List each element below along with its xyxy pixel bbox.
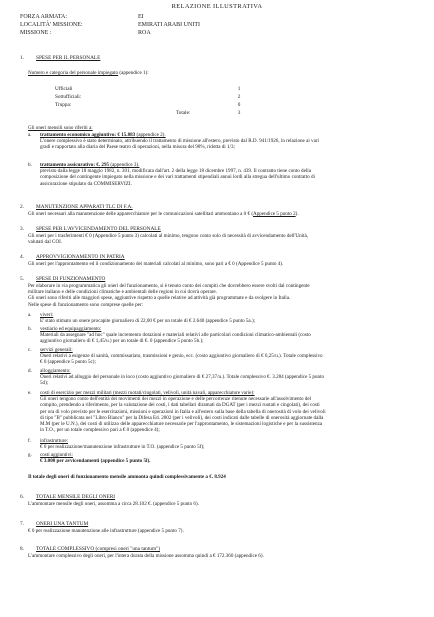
expense-item-head: servizi generali: [40, 347, 73, 353]
section-5-line: militare italiano e delle condizioni climatiche e ambientali delle regioni in cui dovrà operare. [28, 289, 217, 296]
item-letter: b. [28, 326, 32, 332]
section-2-ref: Appendice 5 punto 2 [253, 211, 296, 217]
expense-item-line: aggiuntivo giornaliero di € 1,45/u.) per un totale di €. 0 (appendice 5 punto 5b.); [40, 338, 204, 345]
section-2-text [28, 211, 422, 217]
personnel-total-value: 3 [237, 110, 241, 116]
personnel-intro-ref: (appendice 1): [118, 70, 149, 76]
section-5-line: Per elaborare in via programmatica gli oneri del funzionamento, si è tenuto conto dei compiti che dovrebbero essere svolti dal contingente [28, 283, 310, 289]
section-title: SPESE DI FUNZIONAMENTO [36, 276, 106, 282]
item-letter: d. [28, 368, 32, 374]
section-number: 1. [20, 55, 24, 61]
personnel-label: Sottufficiali: [55, 94, 82, 100]
item-letter: b. [28, 162, 32, 168]
section-title: SPESE PER IL PERSONALE [36, 55, 101, 61]
header-forza [20, 14, 144, 22]
expense-item-line: Oneri relativi a esigenze di sanità, commissariato, trasmissioni e genio, ecc. (costo aggiuntivo giornaliero di € 6,25/u.). Totale complessivo [40, 353, 323, 360]
expense-item-line: Gli oneri tengono conto dell'entità dei movimenti dei mezzi in operazione e delle percorrenze ritenute necessarie all'assolvimento del [40, 396, 311, 403]
expense-item-line: E' stato stimato un onere procapite giornaliero di 22,00 € per un totale di € 2.640 (appendice 5 punto 5a.); [40, 318, 256, 325]
treatment-insurance-line: previsto dalla legge 18 maggio 1982, n. 301, modificata dall'art. 2 della legge 18 dicembre 1997, n. 439. Il contratto tiene conto della [40, 168, 311, 175]
treatment-insurance-ref: (appendice 3). [109, 162, 140, 168]
treatment-economic-line: L'onere complessivo è stato determinato, attribuendo il trattamento di missione all'estero, previsto dal R.D. 941/1926, in relazione ai vari [40, 138, 319, 145]
header-forza-label: FORZA ARMATA: [20, 14, 68, 20]
header-missione-label: MISSIONE : [20, 30, 52, 36]
expense-item-head: infrastrutture: [40, 438, 69, 444]
section-3-text [28, 233, 422, 245]
section-number: 7. [20, 521, 24, 527]
personnel-value: 2 [237, 94, 241, 100]
header-missione-value: ROA [138, 30, 151, 36]
header-localita [20, 22, 200, 30]
expense-item [40, 326, 422, 345]
section-number: 6. [20, 494, 24, 500]
section-2-line: Gli oneri necessari alla manutenzione delle apparecchiature per le comunicazioni satellitari ammontano a 0 € ( [28, 211, 254, 217]
section-title: TOTALE COMPLESSIVO (compresi oneri "una tantum") [36, 546, 160, 552]
oneri-intro: Gli oneri mensili sono riferiti a: [28, 125, 93, 131]
expense-item-line: Oneri relativi ad alloggio del personale in loco (costo aggiuntivo giornaliero di € 27,37/u.). Totale complessivo €. 3.284 (appendice 5 punto [40, 374, 325, 381]
section-3-line: Gli oneri per i trasferimenti € 0 (Appendice 5 punto 3) calcolati al minimo, tengono conto solo di necessità di avvicendamento dell'Unità, [28, 233, 309, 239]
personnel-total-label: Totale: [176, 110, 191, 116]
treatment-insurance-head: trattamento assicurativo: €. 295 [40, 162, 110, 168]
treatment-economic-ref: (appendice 2). [135, 132, 166, 138]
section-number: 3. [20, 226, 24, 232]
section-title: APPROVVIGIONAMENTO IN PATRIA [36, 254, 125, 260]
item-letter: f. [28, 438, 31, 444]
item-letter: c. [28, 347, 32, 353]
expense-item-line: in T.O., per un totale complessivo pari a € 0 (appendice 4); [40, 427, 160, 434]
expense-item-head: costi aggiuntivi: [40, 452, 73, 458]
section-5-line: Nelle spese di funzionamento sono comprese quelle per: [28, 301, 143, 308]
treatment-economic-line: gradi e rapportato alla diaria del Paese teatro di operazioni, nella misura del 98%, ridotta di 1/3; [40, 144, 235, 151]
expense-item [40, 390, 422, 433]
section-title: TOTALE MENSILE DEGLI ONERI [36, 494, 116, 500]
header-missione [20, 30, 151, 38]
document-title: RELAZIONE ILLUSTRATIVA [171, 3, 263, 10]
section-5-intro [28, 283, 422, 308]
item-letter: g. [28, 452, 32, 458]
section-number: 8. [20, 546, 24, 552]
section-2-line-end: ). [295, 211, 299, 217]
section-number: 5. [20, 276, 24, 282]
section-title: SPESE PER L'AVVICENDAMENTO DEL PERSONALE [36, 226, 161, 232]
header-localita-value: EMIRATI ARABI UNITI [138, 22, 200, 28]
expense-item [40, 438, 422, 450]
item-letter: e. [28, 390, 32, 396]
section-number: 4. [20, 254, 24, 260]
expense-item-line: compito, prendendo a riferimento, per la valutazione dei costi, i dati tabellari diramati da DGAT (per i mezzi ruotati e cingolati), dei costi [40, 402, 320, 409]
expense-item-line: € 3.000 per avvicendamenti (appendice 5 punto 5l). [40, 458, 151, 465]
expense-item [40, 452, 422, 464]
section-title: ONERI UNA TANTUM [36, 521, 89, 527]
expense-item-line: Materiali da assegnare "ad hoc" quale incremento dotazioni e materiali relativi alle particolari condizioni climatico-ambientali (costo [40, 332, 311, 339]
expense-item [40, 312, 422, 324]
expense-item-line: 5d); [40, 380, 49, 387]
expense-item-head: viveri: [40, 312, 54, 318]
personnel-intro [28, 70, 422, 76]
expense-item-head: vestiario ed equipaggiamento: [40, 326, 102, 332]
treatment-economic-head: trattamento economico aggiuntivo: € 15.883 [40, 132, 136, 138]
item-letter: a. [28, 312, 32, 318]
expense-item-line: € 0 (appendice 5 punto 5c); [40, 359, 96, 366]
personnel-label: Truppa: [55, 102, 72, 108]
section-6-text: L'ammontare mensile degli oneri, assomma a circa 28.102 €. (appendice 5 punto 6). [28, 501, 199, 507]
section-8-text: L'ammontare complessivo degli oneri, per l'intera durata della missione assomma quindi a € 172.360 (appendice 6). [28, 553, 264, 559]
section-5-line: Gli oneri sono riferiti alle maggiori spese, aggiuntive rispetto a quelle relative ad attività già programmate e da svolgere in Italia. [28, 295, 291, 302]
expense-item [40, 368, 422, 387]
expense-item-line: € 0 per realizzazione/manutenzione infrastrutture in T.O. (appendice 5 punto 5f); [40, 444, 205, 451]
personnel-value: 0 [237, 102, 241, 108]
expense-item-line: M.M (per le U.N.), dei costi di utilizzo delle apparecchiature necessarie per l'approntamento, le sistemazioni logistiche e per la sussistenza [40, 421, 323, 428]
expense-item-head: alloggiamento: [40, 368, 71, 374]
header-forza-value: EI [138, 14, 144, 20]
section-4-text: Gli oneri per l'approntamento ed il condizionamento dei materiali calcolati al minimo, sono pari a € 0 (Appendice 5 punto 4). [28, 261, 284, 267]
header-localita-label: LOCALITÀ' MISSIONE: [20, 22, 83, 28]
expense-item-line: di tipo "B" pubblicata nel "Libro Bianco" per la Difesa Ed. 2002 (per i velivoli), dei costi indicati dalle tabelle di onerosità aggiornate dalla [40, 414, 324, 421]
treatment-insurance [40, 162, 422, 187]
treatment-insurance-line: composizione del contingente impiegato nella missione e dei vari trattamenti stipendiali annui lordi alla stregua dell'ultimo contratto di [40, 174, 315, 181]
expense-item [40, 347, 422, 366]
expense-item-head: costi di esercizio per mezzi militari (mezzi ruotati/cingolati, velivoli, unità navali, apparecchiature varie): [40, 390, 255, 396]
item-letter: a. [28, 132, 32, 138]
section-number: 2. [20, 204, 24, 210]
personnel-value: 1 [237, 86, 241, 92]
personnel-intro-label: Numero e categoria del personale impiegato [28, 70, 119, 76]
treatment-insurance-line: assicurazione stipulato da COMMISERVIZI. [40, 180, 132, 187]
section-3-line: valutati dal COI. [28, 239, 63, 246]
section-7-text: € 0 per realizzazione manutenzione alle infrastrutture (appendice 5 punto 7). [28, 528, 184, 534]
personnel-label: Ufficiali [55, 86, 73, 92]
section-5-total: Il totale degli oneri di funzionamento mensile ammonta quindi complessivamente a €. 8.924 [28, 474, 226, 480]
section-title: MANUTENZIONE APPARATI TLC DI F.A. [36, 204, 133, 210]
treatment-economic [40, 132, 422, 151]
expense-item-line: per ora di volo previsto per le esercitazioni, missioni e operazioni in Italia e all'estero sulla base della tabella di onerosità di volo dei velivoli [40, 408, 326, 415]
